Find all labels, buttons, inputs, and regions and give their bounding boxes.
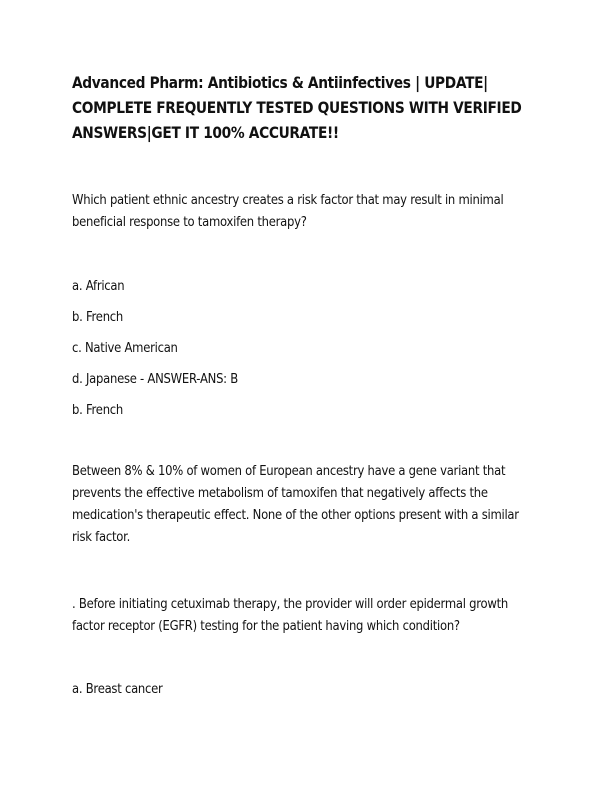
question-2-text: . Before initiating cetuximab therapy, the provider will order epidermal growth factor receptor (EGFR) testing for the patient having which condition? bbox=[72, 596, 509, 634]
question-1-option-d-answer: d. Japanese - ANSWER-ANS: B bbox=[72, 371, 238, 387]
question-1-rationale: Between 8% & 10% of women of European ancestry have a gene variant that prevents the effective metabolism of tamoxifen that negatively affects the medication's therapeutic effect. None of the other options present with a similar risk factor. bbox=[72, 463, 519, 545]
question-2-option-a: a. Breast cancer bbox=[72, 681, 163, 697]
question-1-option-a: a. African bbox=[72, 278, 125, 294]
question-1-correct-answer: b. French bbox=[72, 402, 124, 418]
question-1-option-b: b. French bbox=[72, 309, 124, 325]
question-1-text: Which patient ethnic ancestry creates a risk factor that may result in minimal beneficial response to tamoxifen therapy? bbox=[72, 192, 504, 230]
document-title: Advanced Pharm: Antibiotics & Antiinfectives | UPDATE| COMPLETE FREQUENTLY TESTED QUESTIONS WITH VERIFIED ANSWERS|GET IT 100% ACCURATE!! bbox=[72, 73, 522, 142]
question-1-option-c: c. Native American bbox=[72, 340, 178, 356]
